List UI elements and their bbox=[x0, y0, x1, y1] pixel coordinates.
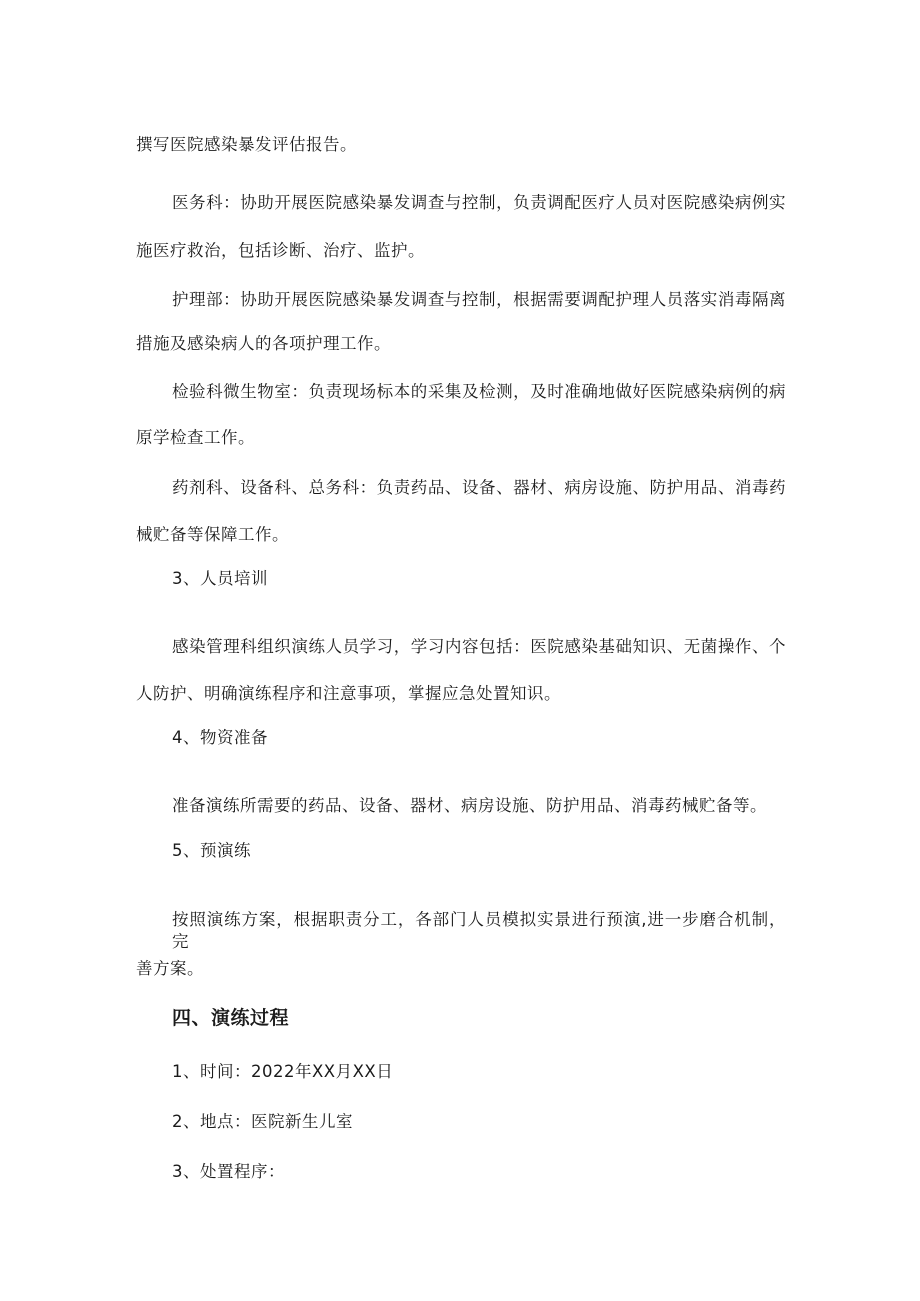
paragraph-line: 械贮备等保障工作。 bbox=[136, 525, 289, 544]
paragraph-line: 人防护、明确演练程序和注意事项，掌握应急处置知识。 bbox=[136, 684, 561, 703]
paragraph-line: 护理部：协助开展医院感染暴发调查与控制，根据需要调配护理人员落实消毒隔离 bbox=[172, 290, 786, 309]
paragraph-line: 按照演练方案，根据职责分工，各部门人员模拟实景进行预演,进一步磨合机制，完 bbox=[172, 910, 786, 951]
paragraph-line: 撰写医院感染暴发评估报告。 bbox=[136, 135, 357, 154]
paragraph-line: 医务科：协助开展医院感染暴发调查与控制，负责调配医疗人员对医院感染病例实 bbox=[172, 193, 786, 212]
paragraph-line: 准备演练所需要的药品、设备、器材、病房设施、防护用品、消毒药械贮备等。 bbox=[172, 796, 767, 815]
paragraph-line: 感染管理科组织演练人员学习，学习内容包括：医院感染基础知识、无菌操作、个 bbox=[172, 637, 786, 656]
list-item: 1、时间：2022年XX月XX日 bbox=[172, 1062, 394, 1081]
section-title: 5、预演练 bbox=[172, 841, 251, 860]
paragraph-line: 施医疗救治，包括诊断、治疗、监护。 bbox=[136, 241, 425, 260]
section-heading: 四、演练过程 bbox=[172, 1007, 290, 1029]
paragraph-line: 检验科微生物室：负责现场标本的采集及检测，及时准确地做好医院感染病例的病 bbox=[172, 382, 786, 401]
list-item: 2、地点：医院新生儿室 bbox=[172, 1112, 353, 1131]
paragraph-line: 措施及感染病人的各项护理工作。 bbox=[136, 334, 391, 353]
section-title: 3、人员培训 bbox=[172, 569, 268, 588]
section-title: 4、物资准备 bbox=[172, 728, 268, 747]
paragraph-line: 善方案。 bbox=[136, 959, 204, 978]
list-item: 3、处置程序： bbox=[172, 1162, 285, 1181]
paragraph-line: 药剂科、设备科、总务科：负责药品、设备、器材、病房设施、防护用品、消毒药 bbox=[172, 478, 786, 497]
paragraph-line: 原学检查工作。 bbox=[136, 428, 255, 447]
